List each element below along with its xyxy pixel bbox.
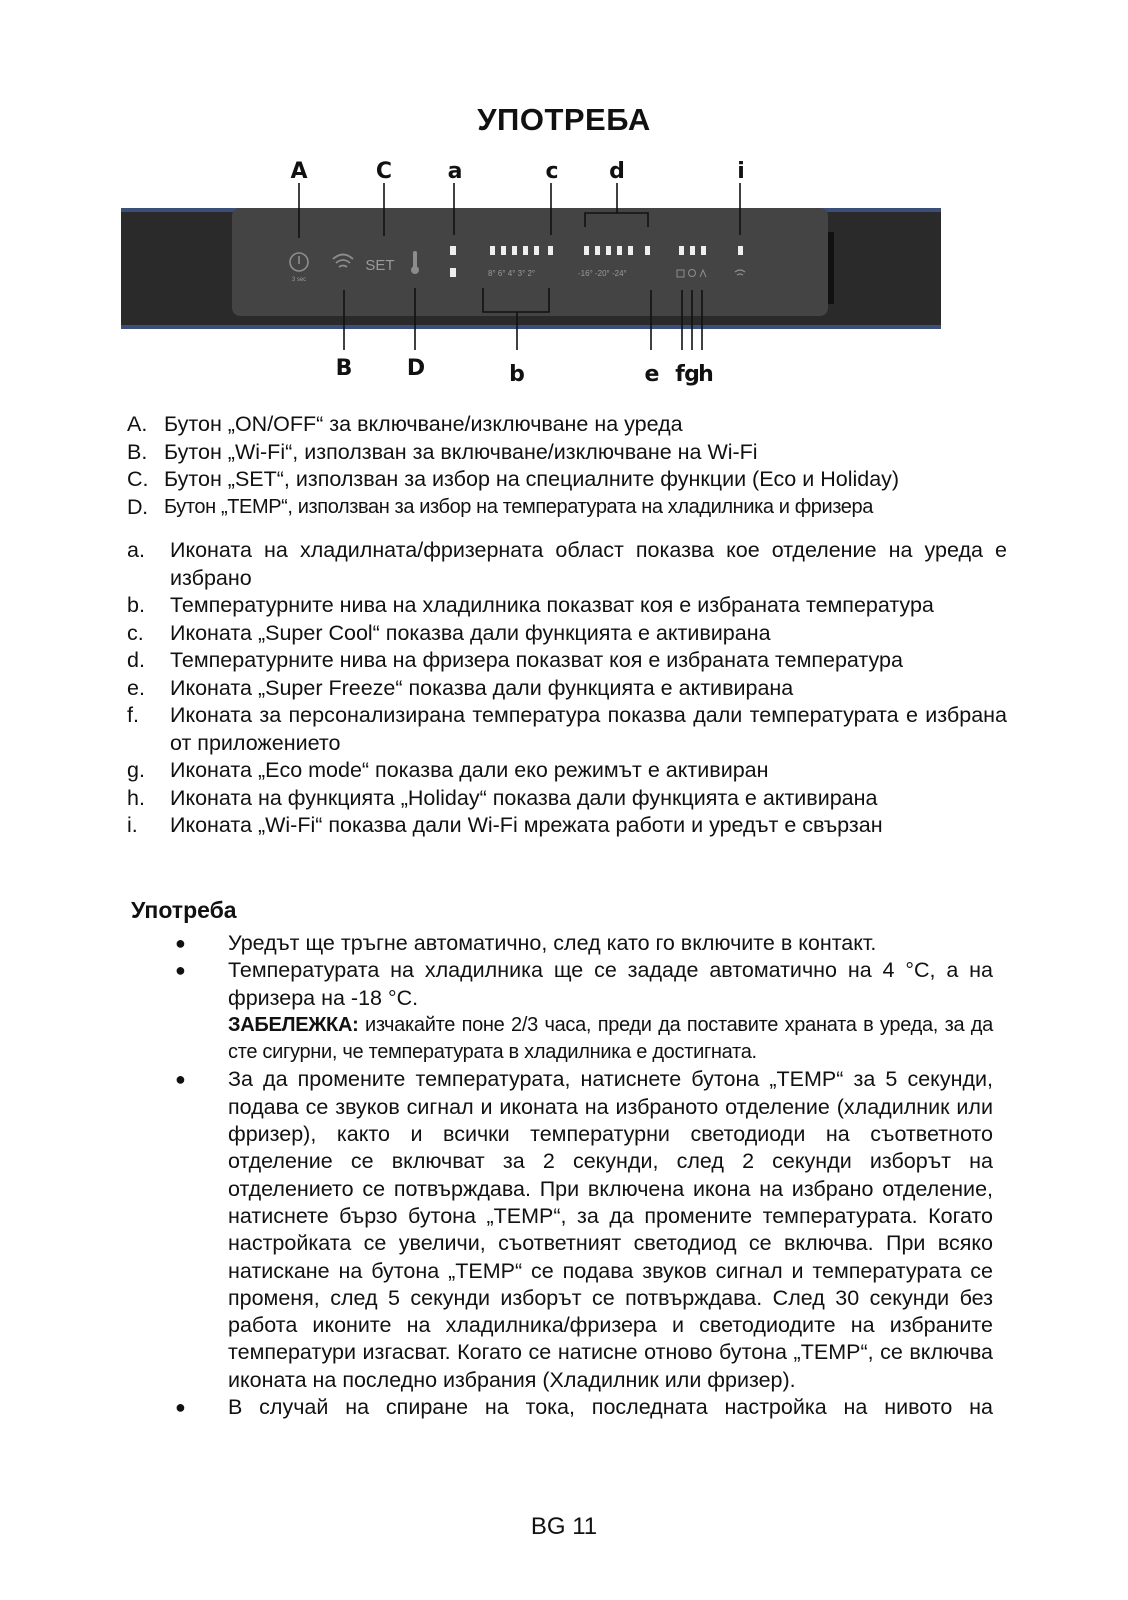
list-item: f. Иконата за персонализирана температура показва дали температурата е избрана от приложението	[127, 703, 1007, 755]
callout-a: a	[447, 159, 463, 184]
power-sub-label: 3 sec	[291, 277, 307, 283]
note: ЗАБЕЛЕЖКА: изчакайте поне 2/3 часа, преди да поставите храната в уреда, за да сте сигурни, че температурата в хладилника е достигната.	[228, 1013, 993, 1064]
page-title: УПОТРЕБА	[477, 102, 651, 137]
fridge-compartment-icon	[450, 246, 456, 255]
callout-g: g	[684, 362, 700, 387]
list-item: d. Температурните нива на фризера показват коя е избраната температура	[127, 648, 903, 672]
wifi-status-led	[738, 246, 743, 255]
list-item: B. Бутон „Wi-Fi“, използван за включване/изключване на Wi-Fi	[127, 439, 758, 464]
list-item: D. Бутон „TEMP“, използван за избор на температурата на хладилника и фризера	[127, 494, 873, 519]
bullet-item: ● За да промените температурата, натиснете бутона „TEMP“ за 5 секунди, подава се звуков сигнал и иконата на избраното отделение (хладилник или фризер), както и всички температурни светодиоди на съответното отделение се включват за 2 секунди, след 2 секунди изборът на отделението се потвърждава. При включена икона на избрано отделение, натиснете бързо бутона „TEMP“, за да промените температурата. Когато настройката се увеличи, съответният светодиод се включва. При всяко натискане на бутона „TEMP“ се подава звуков сигнал и температурата се променя, след 5 секунди изборът се потвърждава. След 30 секунди без работа иконите на хладилника/фризера и светодиодите на избраните температури изгасват. Когато се натисне отново бутона „TEMP“, се включва иконата на последно избрания (Хладилник или фризер).	[175, 1067, 993, 1392]
list-item: i. Иконата „Wi-Fi“ показва дали Wi-Fi мрежата работи и уредът е свързан	[127, 813, 883, 837]
callout-D: D	[406, 356, 426, 381]
list-item: g. Иконата „Eco mode“ показва дали еко режимът е активиран	[127, 758, 769, 782]
indicator-legend-list	[127, 537, 1007, 840]
list-item: a. Иконата на хладилната/фризерната област показва кое отделение на уреда е избрано	[127, 538, 1007, 590]
callout-A: A	[290, 159, 308, 184]
callout-i: i	[737, 159, 745, 184]
callout-d: d	[609, 159, 625, 184]
panel-face	[232, 208, 828, 316]
bullet-item: ● В случай на спиране на тока, последната настройка на нивото на	[175, 1395, 993, 1420]
list-item: c. Иконата „Super Cool“ показва дали функцията е активирана	[127, 620, 771, 645]
page-number: BG 11	[530, 1513, 598, 1540]
control-panel-diagram	[0, 0, 1128, 400]
set-label: SET	[365, 257, 395, 274]
bullet-item: ● Температурата на хладилника ще се зададе автоматично на 4 °C, а на фризера на -18 °C. ЗАБЕЛЕЖКА: изчакайте поне 2/3 часа, преди да поставите храната в уреда, за да сте сигурни, че температурата в хладилника е достигната.	[173, 957, 993, 1066]
callout-c: c	[545, 159, 559, 184]
usage-bullet-list	[173, 930, 993, 1421]
fridge-temp-labels: 8° 6° 4° 3° 2°	[488, 269, 536, 278]
callout-e: e	[644, 362, 660, 387]
bullet-item: ● Уредът ще тръгне автоматично, след като го включите в контакт.	[175, 931, 877, 955]
button-legend-list	[127, 411, 1007, 521]
list-item: b. Температурните нива на хладилника показват коя е избраната температура	[127, 593, 934, 617]
callout-b: b	[509, 362, 525, 387]
list-item: h. Иконата на функцията „Holiday“ показва дали функцията е активирана	[127, 785, 878, 810]
callout-B: B	[335, 356, 353, 381]
freezer-temp-labels: -16° -20° -24°	[578, 269, 627, 278]
section-heading: Употреба	[131, 897, 237, 923]
note-label: ЗАБЕЛЕЖКА:	[228, 1013, 359, 1036]
callout-h: h	[698, 362, 714, 387]
callout-C: C	[375, 159, 393, 184]
list-item: e. Иконата „Super Freeze“ показва дали функцията е активирана	[127, 675, 794, 700]
freezer-compartment-icon	[450, 268, 456, 277]
callout-f: f	[675, 362, 685, 387]
list-item: A. Бутон „ON/OFF“ за включване/изключване на уреда	[127, 412, 683, 436]
mode-leds	[679, 246, 706, 255]
list-item: C. Бутон „SET“, използван за избор на специалните функции (Eco и Holiday)	[127, 467, 900, 491]
